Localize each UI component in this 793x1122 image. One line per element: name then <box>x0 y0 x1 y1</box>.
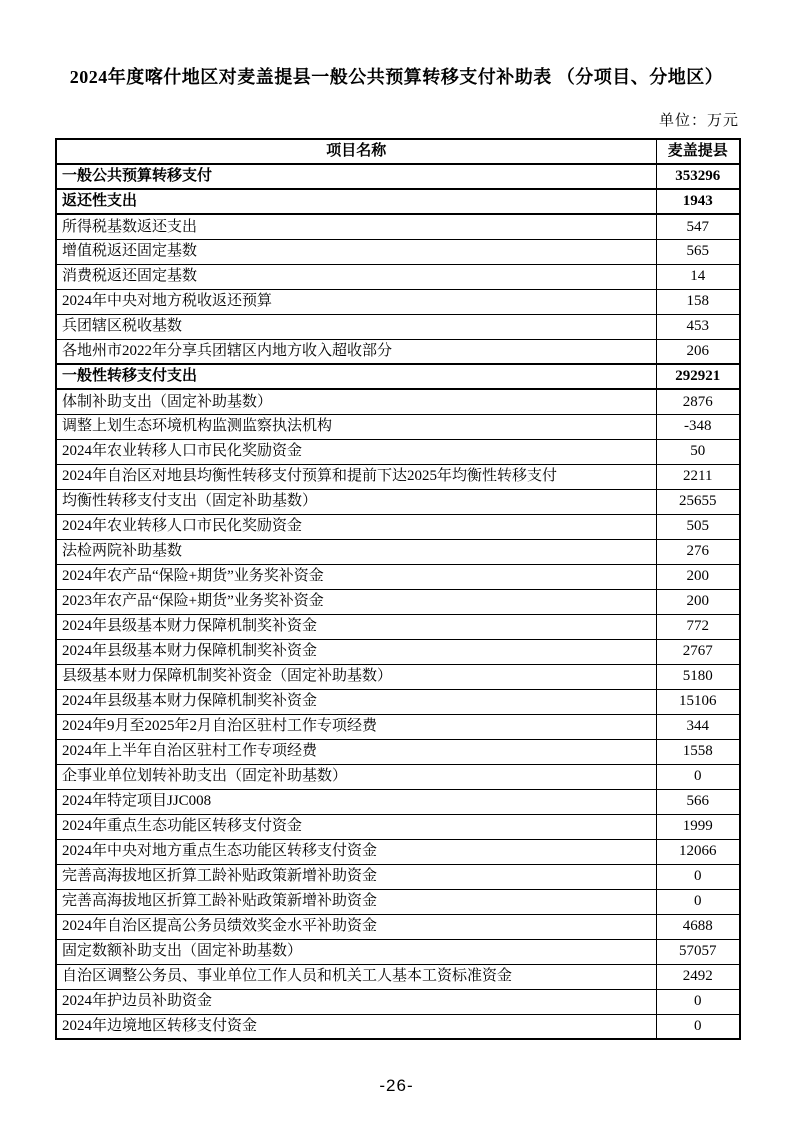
row-project-name: 2024年中央对地方税收返还预算 <box>56 289 656 314</box>
row-project-name: 增值税返还固定基数 <box>56 239 656 264</box>
row-project-name: 一般公共预算转移支付 <box>56 164 656 189</box>
row-value: 0 <box>656 764 740 789</box>
table-row <box>56 514 740 539</box>
row-project-name: 2024年中央对地方重点生态功能区转移支付资金 <box>56 839 656 864</box>
row-project-name: 2024年县级基本财力保障机制奖补资金 <box>56 639 656 664</box>
row-project-name: 法检两院补助基数 <box>56 539 656 564</box>
row-project-name: 兵团辖区税收基数 <box>56 314 656 339</box>
row-project-name: 调整上划生态环境机构监测监察执法机构 <box>56 414 656 439</box>
table-row <box>56 664 740 689</box>
table-row <box>56 339 740 364</box>
row-value: 292921 <box>656 364 740 389</box>
row-project-name: 2024年县级基本财力保障机制奖补资金 <box>56 689 656 714</box>
row-project-name: 2024年护边员补助资金 <box>56 989 656 1014</box>
table-row <box>56 614 740 639</box>
column-header-county: 麦盖提县 <box>656 139 740 164</box>
row-value: 1999 <box>656 814 740 839</box>
row-project-name: 自治区调整公务员、事业单位工作人员和机关工人基本工资标准资金 <box>56 964 656 989</box>
row-value: 50 <box>656 439 740 464</box>
table-row <box>56 689 740 714</box>
table-row <box>56 914 740 939</box>
row-project-name: 消费税返还固定基数 <box>56 264 656 289</box>
row-value: 566 <box>656 789 740 814</box>
row-project-name: 完善高海拔地区折算工龄补贴政策新增补助资金 <box>56 889 656 914</box>
unit-label: 单位：万元 <box>658 113 739 129</box>
table-row <box>56 464 740 489</box>
row-project-name: 2024年9月至2025年2月自治区驻村工作专项经费 <box>56 714 656 739</box>
row-value: 0 <box>656 1014 740 1039</box>
table-row <box>56 639 740 664</box>
row-value: 200 <box>656 589 740 614</box>
table-body <box>56 164 740 1039</box>
table-row <box>56 839 740 864</box>
row-value: 2876 <box>656 389 740 414</box>
table-row <box>56 164 740 189</box>
table-row <box>56 564 740 589</box>
table-row <box>56 739 740 764</box>
table-row <box>56 864 740 889</box>
table-row <box>56 764 740 789</box>
page-title: 2024年度喀什地区对麦盖提县一般公共预算转移支付补助表 （分项目、分地区） <box>69 67 724 87</box>
row-value: 772 <box>656 614 740 639</box>
row-value: 4688 <box>656 914 740 939</box>
table-row <box>56 364 740 389</box>
row-project-name: 企事业单位划转补助支出（固定补助基数） <box>56 764 656 789</box>
row-value: -348 <box>656 414 740 439</box>
table-row <box>56 814 740 839</box>
row-project-name: 一般性转移支付支出 <box>56 364 656 389</box>
row-value: 25655 <box>656 489 740 514</box>
row-project-name: 体制补助支出（固定补助基数） <box>56 389 656 414</box>
table-row <box>56 1014 740 1039</box>
row-project-name: 完善高海拔地区折算工龄补贴政策新增补助资金 <box>56 864 656 889</box>
row-project-name: 2024年重点生态功能区转移支付资金 <box>56 814 656 839</box>
row-project-name: 2024年农业转移人口市民化奖励资金 <box>56 514 656 539</box>
table-row <box>56 589 740 614</box>
row-value: 1558 <box>656 739 740 764</box>
row-value: 206 <box>656 339 740 364</box>
column-header-project-name: 项目名称 <box>56 139 656 164</box>
table-row <box>56 239 740 264</box>
table-row <box>56 214 740 239</box>
row-value: 200 <box>656 564 740 589</box>
row-value: 547 <box>656 214 740 239</box>
row-value: 505 <box>656 514 740 539</box>
table-row <box>56 714 740 739</box>
row-value: 57057 <box>656 939 740 964</box>
table-row <box>56 789 740 814</box>
row-value: 14 <box>656 264 740 289</box>
row-project-name: 县级基本财力保障机制奖补资金（固定补助基数） <box>56 664 656 689</box>
table-row <box>56 939 740 964</box>
table-row <box>56 414 740 439</box>
row-project-name: 固定数额补助支出（固定补助基数） <box>56 939 656 964</box>
row-value: 353296 <box>656 164 740 189</box>
row-value: 1943 <box>656 189 740 214</box>
row-project-name: 2023年农产品“保险+期货”业务奖补资金 <box>56 589 656 614</box>
row-value: 158 <box>656 289 740 314</box>
row-value: 0 <box>656 889 740 914</box>
table-row <box>56 439 740 464</box>
row-value: 0 <box>656 989 740 1014</box>
row-value: 0 <box>656 864 740 889</box>
row-value: 453 <box>656 314 740 339</box>
table-row <box>56 989 740 1014</box>
table-row <box>56 314 740 339</box>
row-value: 344 <box>656 714 740 739</box>
row-value: 2211 <box>656 464 740 489</box>
row-project-name: 2024年上半年自治区驻村工作专项经费 <box>56 739 656 764</box>
row-value: 276 <box>656 539 740 564</box>
row-project-name: 各地州市2022年分享兵团辖区内地方收入超收部分 <box>56 339 656 364</box>
row-value: 12066 <box>656 839 740 864</box>
row-project-name: 2024年边境地区转移支付资金 <box>56 1014 656 1039</box>
row-project-name: 均衡性转移支付支出（固定补助基数） <box>56 489 656 514</box>
page-number: -26- <box>379 1076 414 1095</box>
row-project-name: 2024年自治区对地县均衡性转移支付预算和提前下达2025年均衡性转移支付 <box>56 464 656 489</box>
table-row <box>56 289 740 314</box>
row-project-name: 2024年自治区提高公务员绩效奖金水平补助资金 <box>56 914 656 939</box>
row-value: 2492 <box>656 964 740 989</box>
row-project-name: 返还性支出 <box>56 189 656 214</box>
table-row <box>56 389 740 414</box>
table-row <box>56 489 740 514</box>
row-value: 2767 <box>656 639 740 664</box>
row-project-name: 2024年县级基本财力保障机制奖补资金 <box>56 614 656 639</box>
row-project-name: 2024年农产品“保险+期货”业务奖补资金 <box>56 564 656 589</box>
row-value: 565 <box>656 239 740 264</box>
row-project-name: 2024年农业转移人口市民化奖励资金 <box>56 439 656 464</box>
table-row <box>56 189 740 214</box>
table-row <box>56 889 740 914</box>
row-project-name: 所得税基数返还支出 <box>56 214 656 239</box>
subsidy-table <box>55 138 741 1040</box>
row-value: 5180 <box>656 664 740 689</box>
row-value: 15106 <box>656 689 740 714</box>
row-project-name: 2024年特定项目JJC008 <box>56 789 656 814</box>
table-row <box>56 264 740 289</box>
table-row <box>56 539 740 564</box>
table-row <box>56 964 740 989</box>
table-header-row <box>56 139 740 164</box>
